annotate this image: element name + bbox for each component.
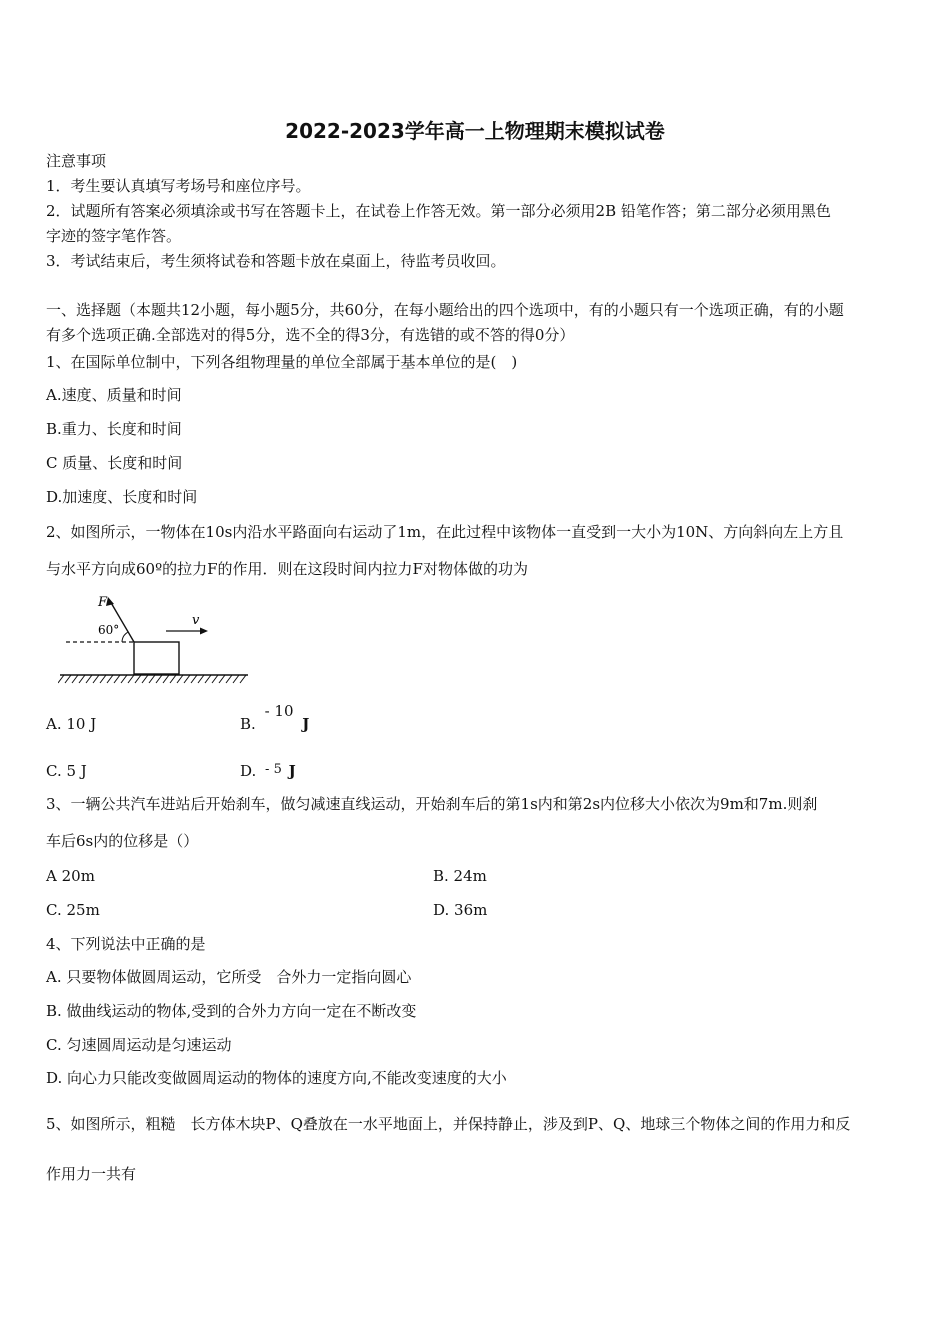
section-intro-line2: 有多个选项正确.全部选对的得5分，选不全的得3分，有选错的或不答的得0分）	[46, 326, 575, 344]
q2-option-d	[240, 761, 296, 783]
hatch-mark	[240, 675, 246, 683]
hatch-mark	[79, 675, 85, 683]
q4-option-b: B. 做曲线运动的物体,受到的合外力方向一定在不断改变	[46, 1002, 417, 1020]
q2-option-a: A. 10 J	[46, 715, 97, 733]
q2-option-b-prefix: B.	[240, 715, 256, 733]
ground-hatching	[58, 675, 246, 683]
block	[134, 642, 179, 674]
hatch-mark	[121, 675, 127, 683]
q3-option-a: A 20m	[46, 867, 95, 885]
q5-stem-line2: 作用力一共有	[46, 1165, 137, 1183]
hatch-mark	[114, 675, 120, 683]
hatch-mark	[142, 675, 148, 683]
q3-stem-line2: 车后6s内的位移是（）	[46, 832, 199, 850]
q1-option-a: A.速度、质量和时间	[46, 386, 182, 404]
notice-item-2-cont: 字迹的签字笔作答。	[46, 227, 182, 245]
hatch-mark	[170, 675, 176, 683]
q3-option-c: C. 25m	[46, 901, 100, 919]
q2-stem-line1: 2、如图所示，一物体在10s内沿水平路面向右运动了1m，在此过程中该物体一直受到一大小为10N、方向斜向左上方且	[46, 523, 844, 541]
hatch-mark	[128, 675, 134, 683]
hatch-mark	[58, 675, 64, 683]
hatch-mark	[198, 675, 204, 683]
q3-option-d: D. 36m	[433, 901, 488, 919]
hatch-mark	[156, 675, 162, 683]
hatch-mark	[205, 675, 211, 683]
hatch-mark	[163, 675, 169, 683]
notice-item-2: 2．试题所有答案必须填涂或书写在答题卡上，在试卷上作答无效。第一部分必须用2B 铅笔作答；第二部分必须用黑色	[46, 202, 831, 220]
q4-stem: 4、下列说法中正确的是	[46, 935, 206, 953]
page-title: 2022-2023学年高一上物理期末模拟试卷	[285, 119, 665, 143]
hatch-mark	[191, 675, 197, 683]
q2-option-b-value: - 10	[264, 702, 294, 720]
hatch-mark	[177, 675, 183, 683]
q2-option-d-value: - 5	[265, 762, 282, 777]
q3-stem-line1: 3、一辆公共汽车进站后开始刹车，做匀减速直线运动，开始刹车后的第1s内和第2s内位移大小依次为9m和7m.则刹	[46, 795, 818, 813]
hatch-mark	[184, 675, 190, 683]
q2-option-b-unit: J	[302, 715, 310, 733]
q1-stem: 1、在国际单位制中，下列各组物理量的单位全部属于基本单位的是( )	[46, 353, 518, 371]
q4-option-d: D. 向心力只能改变做圆周运动的物体的速度方向,不能改变速度的大小	[46, 1069, 507, 1087]
q2-stem-line2: 与水平方向成60º的拉力F的作用．则在这段时间内拉力F对物体做的功为	[46, 560, 528, 578]
hatch-mark	[212, 675, 218, 683]
hatch-mark	[149, 675, 155, 683]
angle-label: 60°	[98, 623, 120, 637]
hatch-mark	[233, 675, 239, 683]
q1-option-d: D.加速度、长度和时间	[46, 488, 198, 506]
angle-arc	[122, 632, 128, 642]
hatch-mark	[100, 675, 106, 683]
hatch-mark	[86, 675, 92, 683]
notice-heading: 注意事项	[46, 152, 107, 170]
hatch-mark	[65, 675, 71, 683]
q4-option-a: A. 只要物体做圆周运动，它所受 合外力一定指向圆心	[46, 968, 412, 986]
q2-force-diagram	[58, 590, 258, 690]
force-label: F	[98, 595, 108, 610]
hatch-mark	[219, 675, 225, 683]
q4-option-c: C. 匀速圆周运动是匀速运动	[46, 1036, 232, 1054]
hatch-mark	[226, 675, 232, 683]
hatch-mark	[93, 675, 99, 683]
section-intro-line1: 一、选择题（本题共12小题，每小题5分，共60分，在每小题给出的四个选项中，有的小题只有一个选项正确，有的小题	[46, 301, 844, 319]
q2-option-d-prefix: D.	[240, 762, 257, 780]
hatch-mark	[72, 675, 78, 683]
q1-option-c: C 质量、长度和时间	[46, 454, 183, 472]
notice-item-1: 1．考生要认真填写考场号和座位序号。	[46, 177, 311, 195]
q3-option-b: B. 24m	[433, 867, 487, 885]
q1-option-b: B.重力、长度和时间	[46, 420, 182, 438]
hatch-mark	[135, 675, 141, 683]
q2-option-c: C. 5 J	[46, 762, 87, 780]
hatch-mark	[107, 675, 113, 683]
velocity-label: v	[192, 613, 200, 628]
q2-option-d-unit: J	[288, 762, 296, 780]
notice-item-3: 3．考试结束后，考生须将试卷和答题卡放在桌面上，待监考员收回。	[46, 252, 506, 270]
q5-stem-line1: 5、如图所示，粗糙 长方体木块P、Q叠放在一水平地面上，并保持静止，涉及到P、Q、地球三个物体之间的作用力和反	[46, 1115, 851, 1133]
q2-option-b	[240, 702, 310, 734]
velocity-arrowhead	[200, 628, 208, 635]
